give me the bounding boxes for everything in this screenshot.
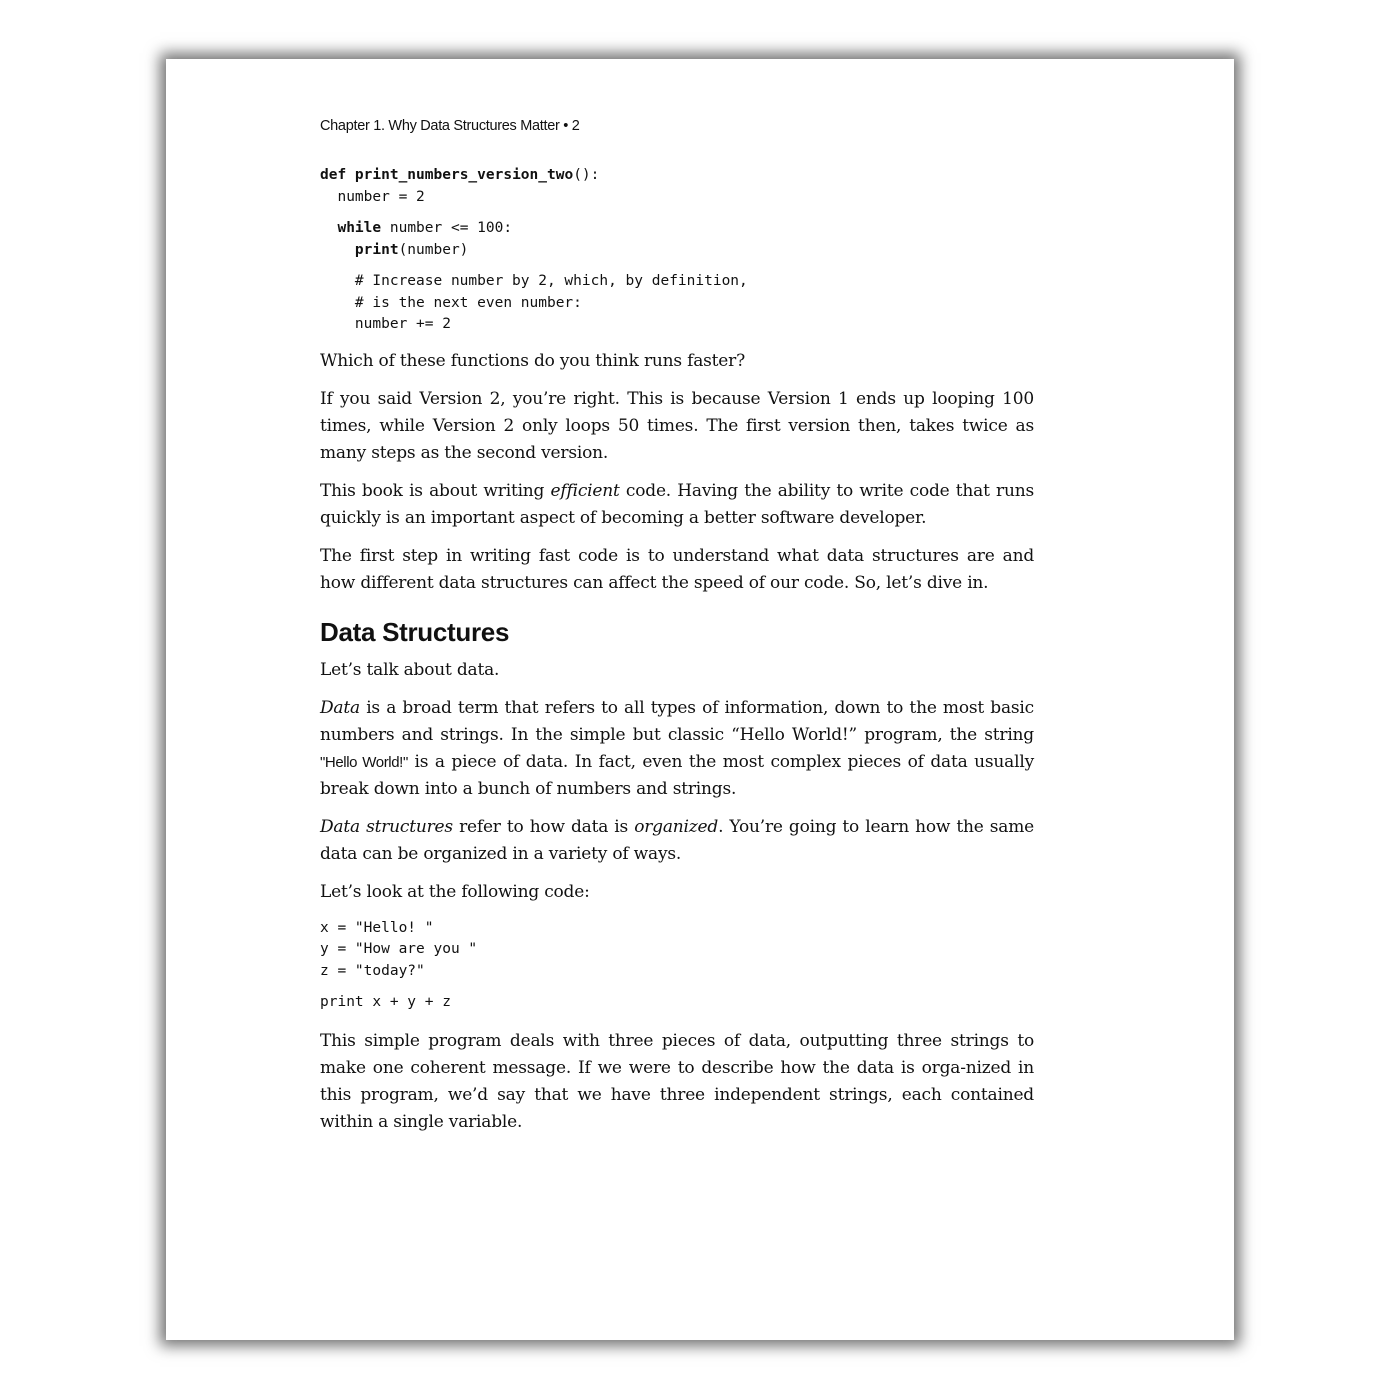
- text-run: This book is about writing: [320, 480, 551, 501]
- paragraph-look-at-code: Let’s look at the following code:: [320, 881, 590, 902]
- code-line: x = "Hello! ": [320, 919, 434, 936]
- code-text: (number): [398, 241, 469, 258]
- paragraph-answer: If you said Version 2, you’re right. This is because Version 1 ends up looping 100 times, while Version 2 only loops 50 times. The first version then, takes twice as many steps as the second version.: [320, 388, 1034, 463]
- code-gap: [320, 982, 1034, 992]
- code-gap: [320, 208, 1034, 218]
- inline-code: "Hello World!": [320, 753, 408, 771]
- code-text: number <= 100:: [381, 220, 513, 236]
- code-keyword: while: [337, 220, 382, 236]
- running-head: Chapter 1. Why Data Structures Matter • 2: [320, 118, 580, 134]
- paragraph-efficient: [320, 478, 1034, 532]
- code-indent: [320, 220, 337, 236]
- emphasis: efficient: [550, 480, 620, 501]
- paragraph-data-definition: [320, 695, 1034, 803]
- code-line: number += 2: [320, 316, 451, 332]
- code-gap: [320, 261, 1034, 271]
- text-run: is a piece of data. In fact, even the most complex pieces of data usually break down into a bunch of numbers and strings.: [320, 751, 1034, 799]
- emphasis: Data: [320, 697, 360, 718]
- text-run: . You’re going to learn how the same data can be organized in a variety of ways.: [320, 816, 1034, 864]
- code-line: [320, 240, 1034, 262]
- code-line: z = "today?": [320, 962, 425, 979]
- code-keyword: def: [320, 167, 347, 183]
- code-function-name: print_numbers_version_two: [346, 167, 574, 183]
- code-line: [320, 165, 1034, 187]
- paragraph-first-step: The first step in writing fast code is to understand what data structures are and how different data structures can affect the speed of our code. So, let’s dive in.: [320, 545, 1034, 593]
- code-line: y = "How are you ": [320, 941, 478, 957]
- paragraph-simple-program: This simple program deals with three pieces of data, outputting three strings to make one coherent message. If we were to describe how the data is orga-nized in this program, we’d say that we have three independent strings, each contained within a single variable.: [320, 1030, 1034, 1132]
- code-line: number = 2: [320, 188, 425, 205]
- code-keyword: print: [354, 241, 399, 258]
- code-comment: # Increase number by 2, which, by definition,: [320, 273, 748, 289]
- book-page: [166, 59, 1234, 1340]
- text-run: code. Having the ability to write code that runs quickly is an important aspect of becoming a better software developer.: [320, 480, 1034, 528]
- code-line: [320, 218, 1034, 240]
- paragraph-question: Which of these functions do you think runs faster?: [320, 350, 746, 371]
- text-run: is a broad term that refers to all types of information, down to the most basic numbers and strings. In the simple but classic “Hello World!” program, the string: [320, 697, 1034, 745]
- text-run: refer to how data is: [452, 816, 635, 837]
- paragraph-talk-about-data: Let’s talk about data.: [320, 659, 500, 680]
- code-indent: [320, 242, 355, 258]
- code-text: ():: [573, 167, 600, 183]
- emphasis: Data structures: [320, 816, 453, 837]
- code-block-strings: [320, 918, 1034, 1014]
- paragraph-data-structures: [320, 814, 1034, 868]
- code-comment: # is the next even number:: [320, 294, 582, 311]
- section-title: Data Structures: [320, 616, 510, 647]
- code-line: print x + y + z: [320, 994, 451, 1010]
- emphasis: organized: [634, 816, 719, 837]
- code-block-version-two: [320, 165, 1034, 336]
- page-content: [320, 115, 1034, 1136]
